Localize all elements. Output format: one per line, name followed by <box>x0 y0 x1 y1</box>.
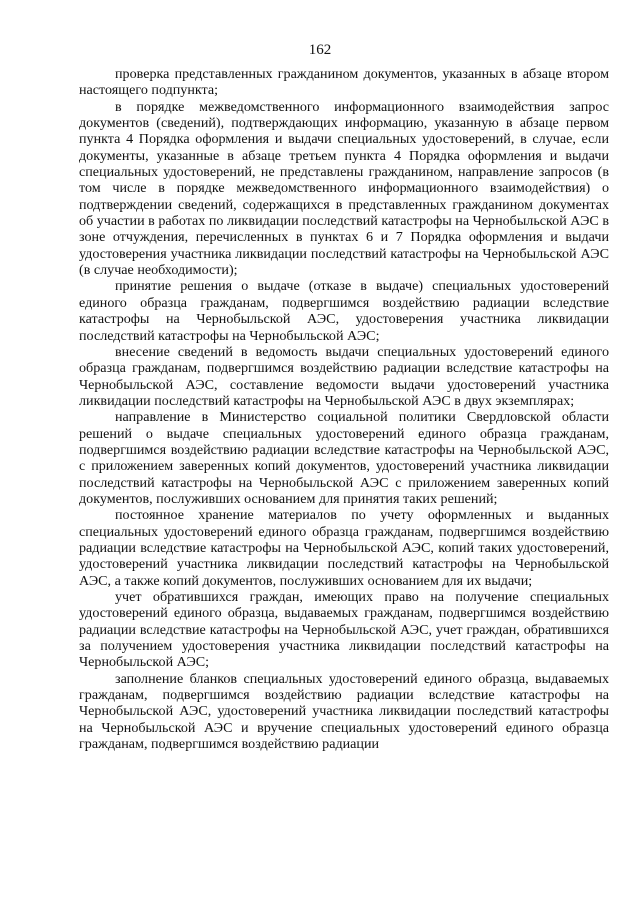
paragraph-permanent-storage: постоянное хранение материалов по учету оформленных и выданных специальных удостоверений единого образца гражданам, подвергшимся воздействию радиации вследствие катастрофы на Чернобыльской АЭС, копий таких удостоверений, удостоверений участника ликвидации последствий катастрофы на Чернобыльской АЭС, а также копий документов, послуживших основанием для их выдачи; <box>79 507 609 589</box>
paragraph-verification: проверка представленных гражданином документов, указанных в абзаце втором настоящего подпункта; <box>79 66 609 99</box>
paragraph-register-entry: внесение сведений в ведомость выдачи специальных удостоверений единого образца гражданам, подвергшимся воздействию радиации вследствие катастрофы на Чернобыльской АЭС, составление ведомости выдачи удостоверений участника ликвидации последствий катастрофы на Чернобыльской АЭС в двух экземплярах; <box>79 343 609 409</box>
paragraph-citizen-accounting: учет обратившихся граждан, имеющих право на получение специальных удостоверений единого образца, выдаваемых гражданам, подвергшимся воздействию радиации вследствие катастрофы на Чернобыльской АЭС, учет граждан, обратившихся за получением удостоверения участника ликвидации последствий катастрофы на Чернобыльской АЭС; <box>79 589 609 671</box>
paragraph-form-filling: заполнение бланков специальных удостоверений единого образца, выдаваемых гражданам, подвергшимся воздействию радиации вследствие катастрофы на Чернобыльской АЭС, удостоверений участника ликвидации последствий катастрофы на Чернобыльской АЭС и вручение специальных удостоверений единого образца гражданам, подвергшимся воздействию радиации <box>79 670 609 753</box>
paragraph-ministry-submission: направление в Министерство социальной политики Свердловской области решений о выдаче специальных удостоверений единого образца гражданам, подвергшимся воздействию радиации вследствие катастрофы на Чернобыльской АЭС, с приложением заверенных копий документов, удостоверений участника ликвидации последствий катастрофы на Чернобыльской АЭС с приложением заверенных копий документов, послуживших основанием для принятия таких решений; <box>79 409 609 507</box>
document-body <box>79 66 609 752</box>
paragraph-decision: принятие решения о выдаче (отказе в выдаче) специальных удостоверений единого образца гражданам, подвергшимся воздействию радиации вследствие катастрофы на Чернобыльской АЭС, удостоверения участника ликвидации последствий катастрофы на Чернобыльской АЭС; <box>79 278 609 344</box>
page-number: 162 <box>308 42 332 58</box>
paragraph-interagency-request: в порядке межведомственного информационного взаимодействия запрос документов (сведений), подтверждающих информацию, указанную в абзаце первом пункта 4 Порядка оформления и выдачи специальных удостоверений, в случае, если документы, указанные в абзаце третьем пункта 4 Порядка оформления и выдачи специальных удостоверений, не представлены гражданином, направление запросов (в том числе в порядке межведомственного информационного взаимодействия) о подтверждении сведений, содержащихся в представленных гражданином документах об участии в работах по ликвидации последствий катастрофы на Чернобыльской АЭС в зоне отчуждения, перечисленных в пунктах 6 и 7 Порядка оформления и выдачи удостоверения участника ликвидации последствий катастрофы на Чернобыльской АЭС (в случае необходимости); <box>79 98 609 279</box>
